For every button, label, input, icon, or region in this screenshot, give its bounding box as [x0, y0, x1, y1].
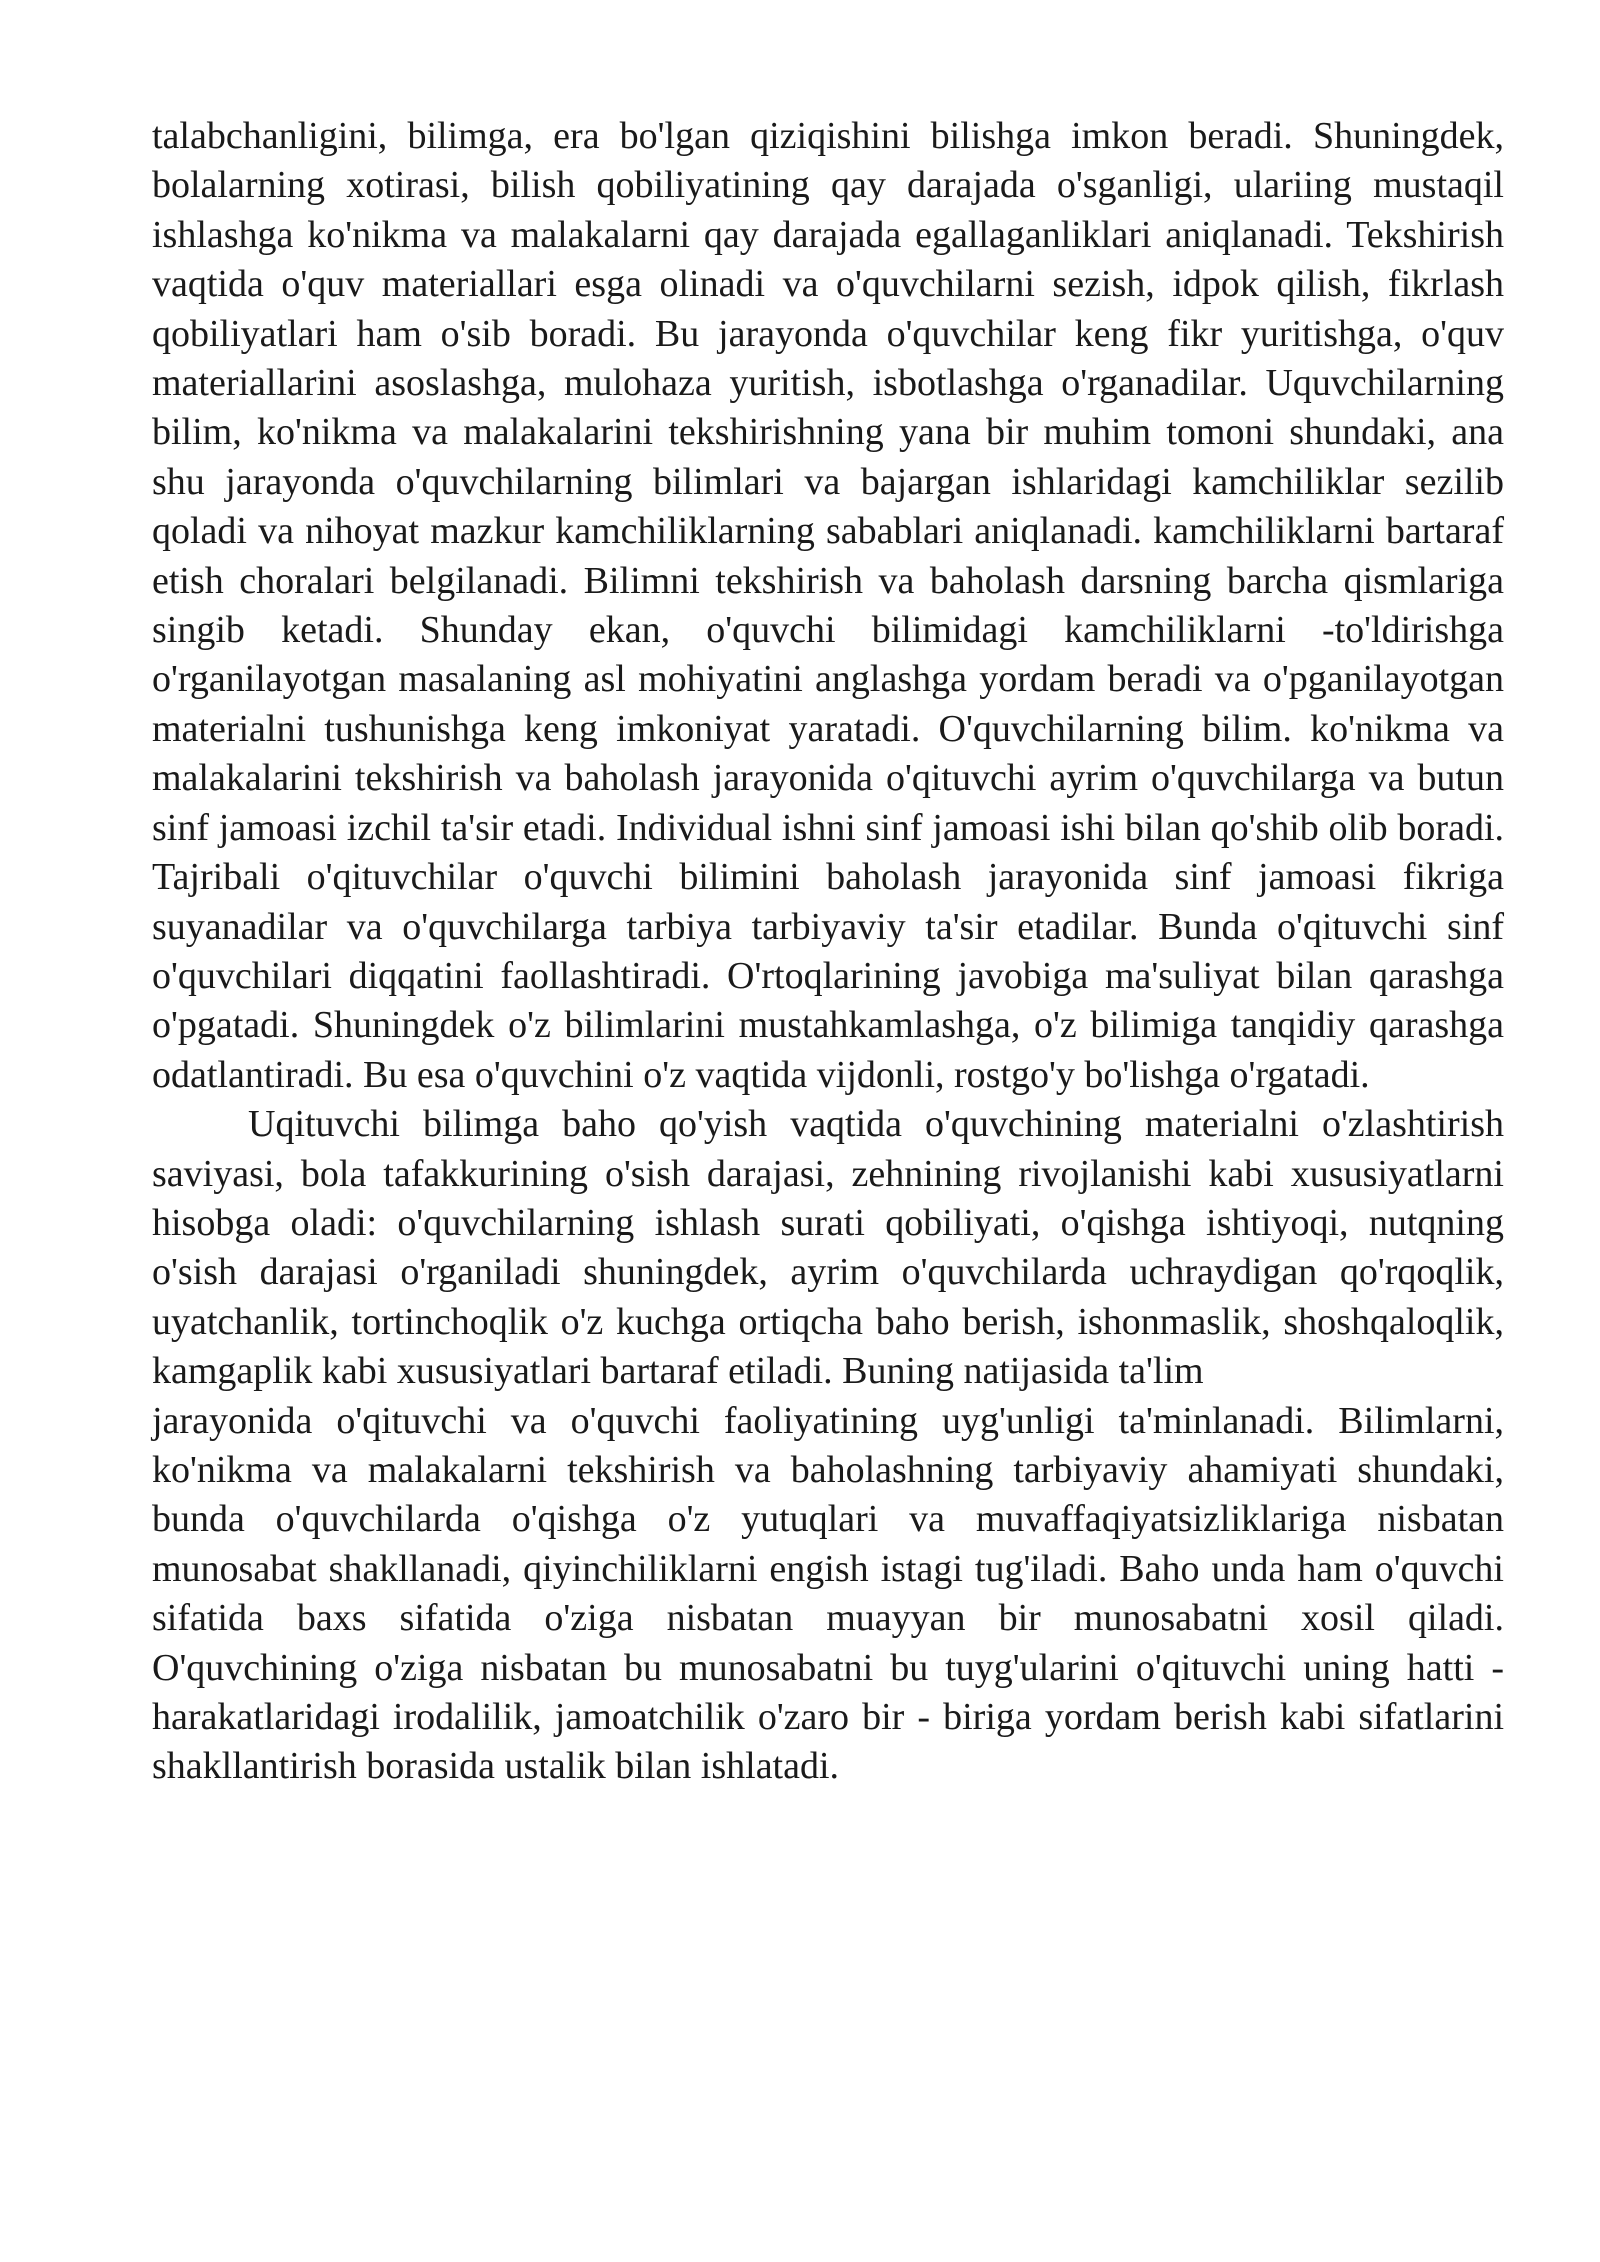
paragraph-2: Uqituvchi bilimga baho qo'yish vaqtida o'quvchining materialni o'zlashtirish saviyasi, bola tafakkurining o'sish darajasi, zehnining rivojlanishi kabi xususiyatlarni hisobga oladi: o'quvchilarning ishlash surati qobiliyati, o'qishga ishtiyoqi, nutqning o'sish darajasi o'rganiladi shuningdek, ayrim o'quvchilarda uchraydigan qo'rqoqlik, uyatchanlik, tortinchoqlik o'z kuchga ortiqcha baho berish, ishonmaslik, shoshqaloqlik, kamgaplik kabi xususiyatlari bartaraf etiladi. Buning natijasida ta'lim — [152, 1103, 1504, 1393]
paragraph-1: talabchanligini, bilimga, era bo'lgan qiziqishini bilishga imkon beradi. Shuningdek, bolalarning xotirasi, bilish qobiliyatining qay darajada o'sganligi, ulariing mustaqil ishlashga ko'nikma va malakalarni qay darajada egallaganliklari aniqlanadi. Tekshirish vaqtida o'quv materiallari esga olinadi va o'quvchilarni sezish, idpok qilish, fikrlash qobiliyatlari ham o'sib boradi. Bu jarayonda o'quvchilar keng fikr yuritishga, o'quv materiallarini asoslashga, mulohaza yuritish, isbotlashga o'rganadilar. Uquvchilarning bilim, ko'nikma va malakalarini tekshirishning yana bir muhim tomoni shundaki, ana shu jarayonda o'quvchilarning bilimlari va bajargan ishlaridagi kamchiliklar sezilib qoladi va nihoyat mazkur kamchiliklarning sabablari aniqlanadi. kamchiliklarni bartaraf etish choralari belgilanadi. Bilimni tekshirish va baholash darsning barcha qismlariga singib ketadi. Shunday ekan, o'quvchi bilimidagi kamchiliklarni -to'ldirishga o'rganilayotgan masalaning asl mohiyatini anglashga yordam beradi va o'pganilayotgan materialni tushunishga keng imkoniyat yaratadi. O'quvchilarning bilim. ko'nikma va malakalarini tekshirish va baholash jarayonida o'qituvchi ayrim o'quvchilarga va butun sinf jamoasi izchil ta'sir etadi. Individual ishni sinf jamoasi ishi bilan qo'shib olib boradi. Tajribali o'qituvchilar o'quvchi bilimini baholash jarayonida sinf jamoasi fikriga suyanadilar va o'quvchilarga tarbiya tarbiyaviy ta'sir etadilar. Bunda o'qituvchi sinf o'quvchilari diqqatini faollashtiradi. O'rtoqlarining javobiga ma'suliyat bilan qarashga o'pgatadi. Shuningdek o'z bilimlarini mustahkamlashga, o'z bilimiga tanqidiy qarashga odatlantiradi. Bu esa o'quvchini o'z vaqtida vijdonli, rostgo'y bo'lishga o'rgatadi. — [152, 115, 1504, 1096]
document-page — [152, 112, 1504, 1792]
paragraph-3: jarayonida o'qituvchi va o'quvchi faoliyatining uyg'unligi ta'minlanadi. Bilimlarni, ko'nikma va malakalarni tekshirish va baholashning tarbiyaviy ahamiyati shundaki, bunda o'quvchilarda o'qishga o'z yutuqlari va muvaffaqiyatsizliklariga nisbatan munosabat shakllanadi, qiyinchiliklarni engish istagi tug'iladi. Baho unda ham o'quvchi sifatida baxs sifatida o'ziga nisbatan muayyan bir munosabatni xosil qiladi. O'quvchining o'ziga nisbatan bu munosabatni bu tuyg'ularini o'qituvchi uning hatti - harakatlaridagi irodalilik, jamoatchilik o'zaro bir - biriga yordam berish kabi sifatlarini shakllantirish borasida ustalik bilan ishlatadi. — [152, 1399, 1504, 1788]
